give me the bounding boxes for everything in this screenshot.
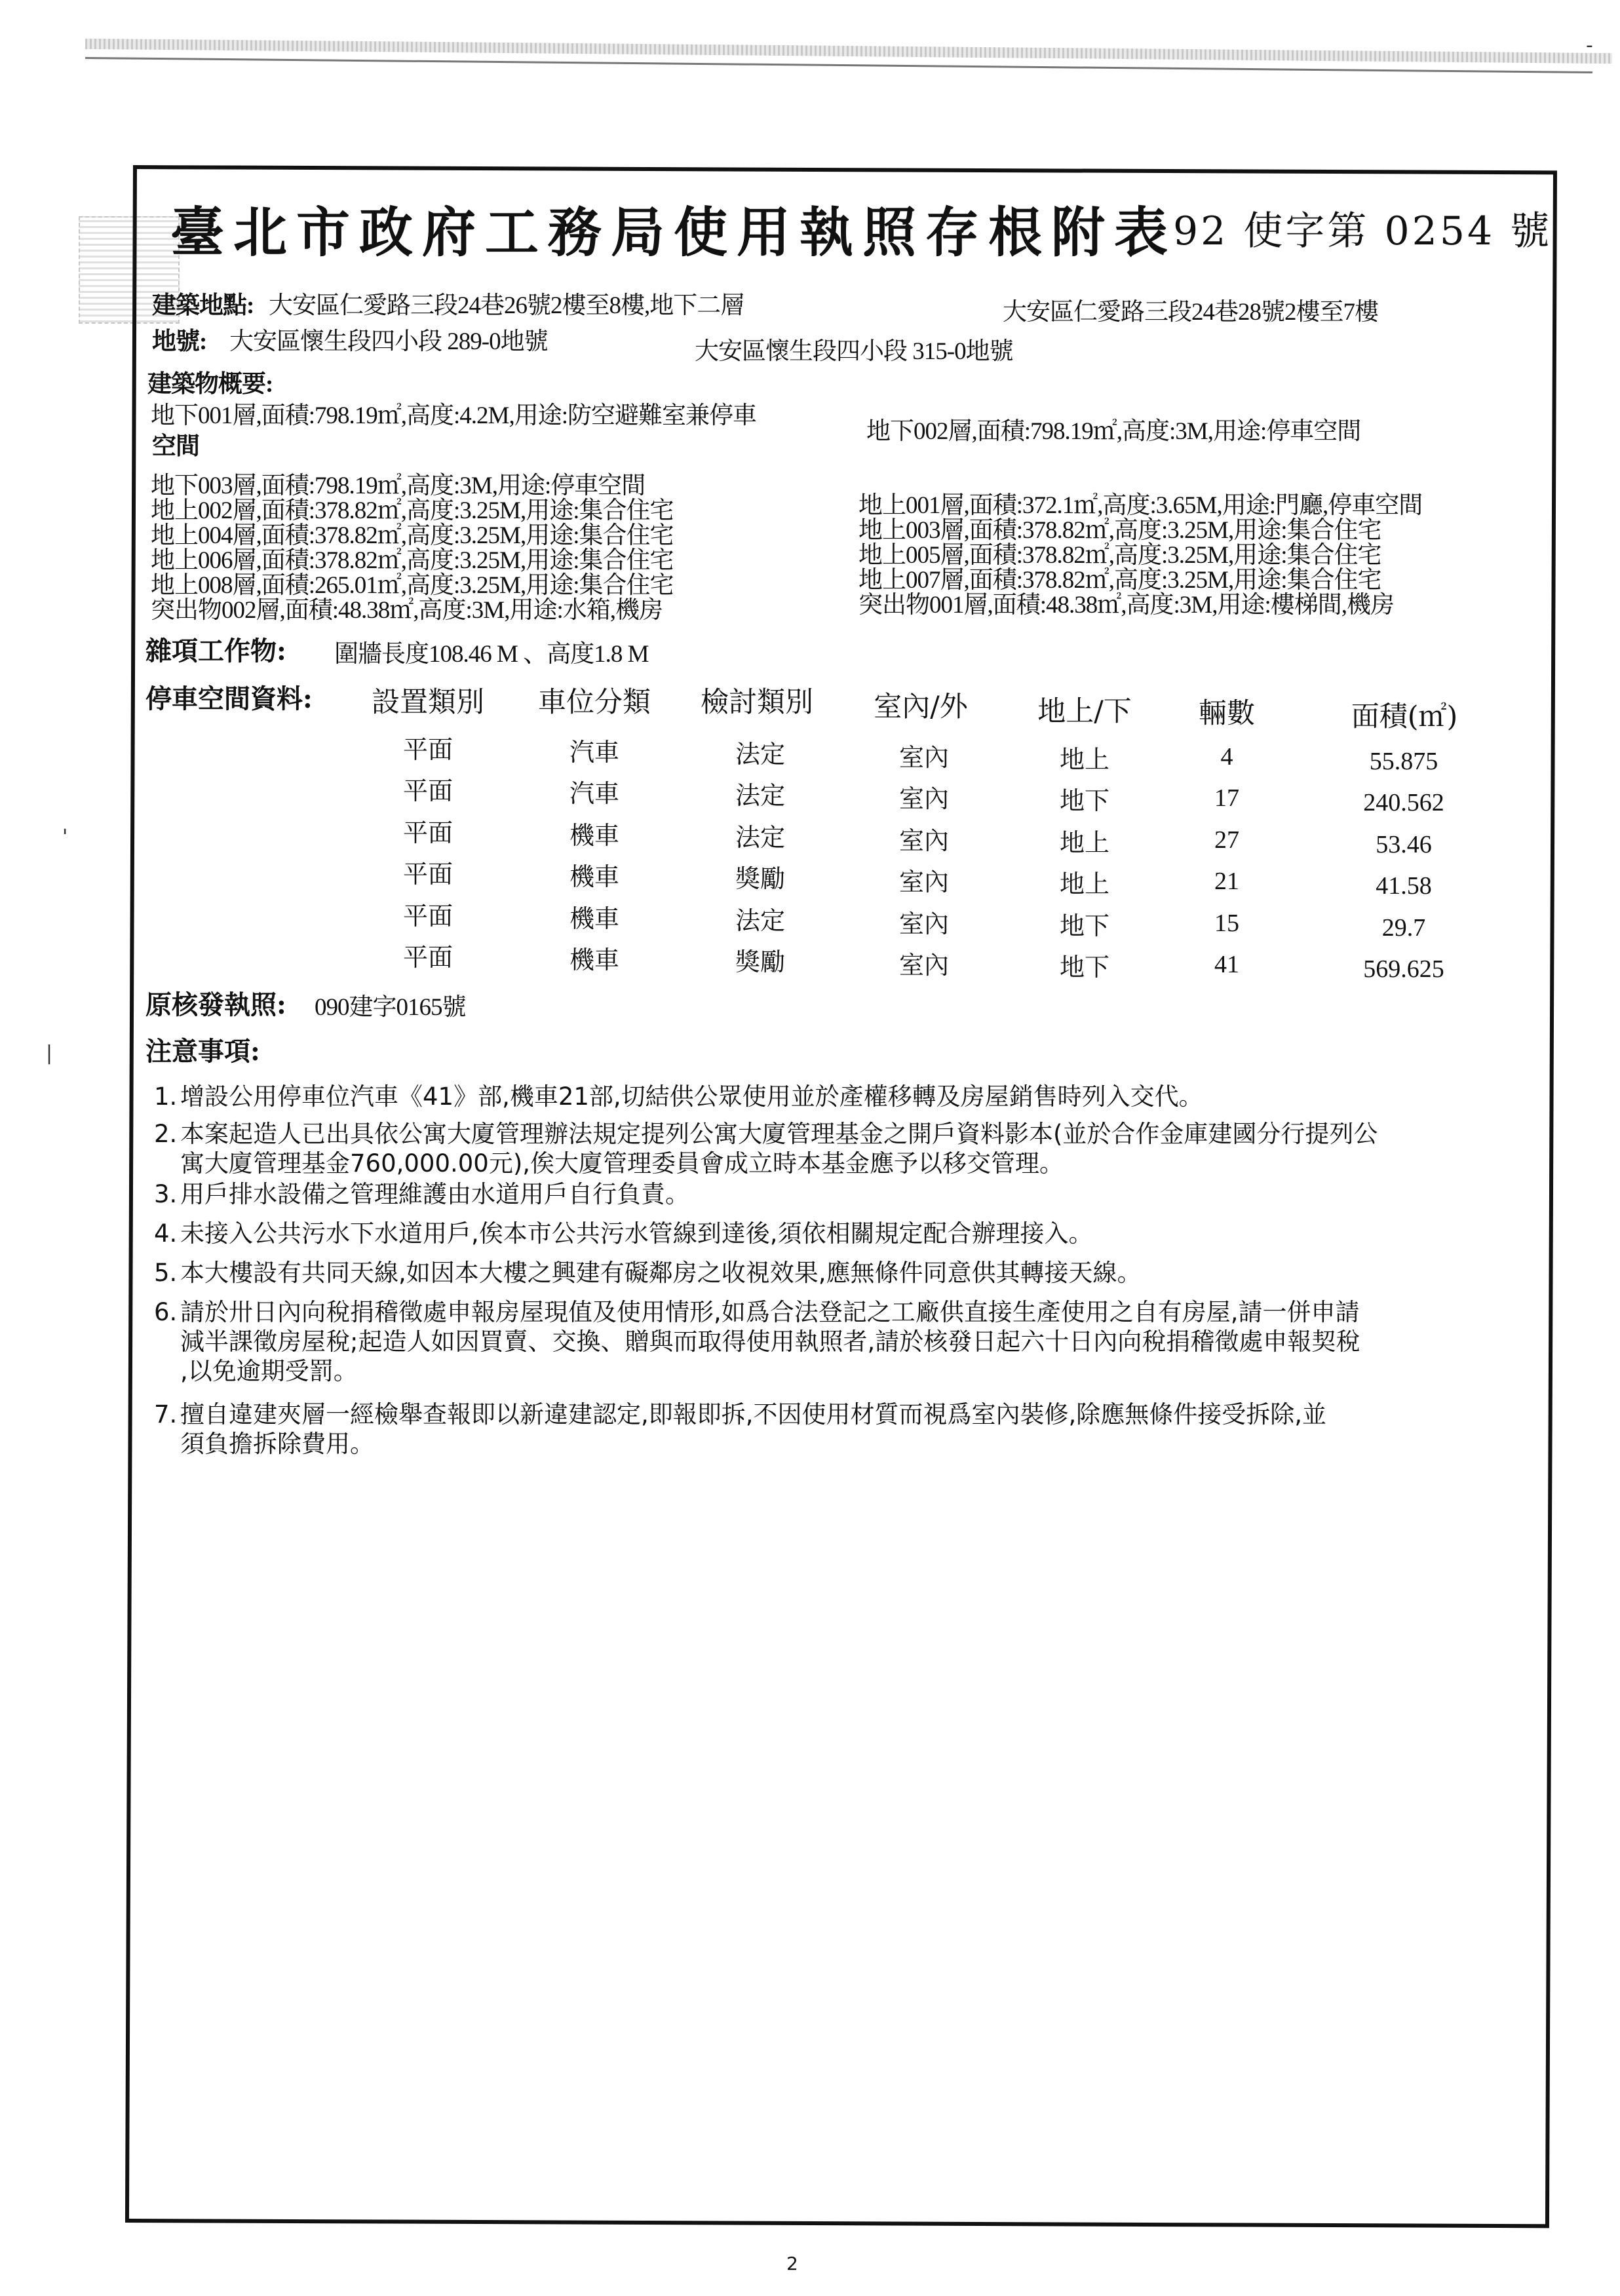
parking-col-header: 輛數 <box>1199 697 1255 730</box>
parking-cell: 平面 <box>402 861 453 889</box>
parking-cell: 獎勵 <box>735 949 785 976</box>
misc-works-value: 圍牆長度108.46 M 、高度1.8 M <box>334 641 649 668</box>
overview-label: 建築物概要: <box>147 371 273 398</box>
parking-cell: 汽車 <box>569 780 619 808</box>
parking-cell: 室內 <box>898 952 949 980</box>
note-text: 擅自違建夾層一經檢舉查報即以新違建認定,即報即拆,不因使用材質而視爲室內裝修,除應無條件接受拆除,並 <box>180 1400 1327 1428</box>
note-text-cont: 寓大廈管理基金760,000.00元),俟大廈管理委員會成立時本基金應予以移交管理。 <box>180 1149 1064 1177</box>
note-item <box>154 1253 1142 1288</box>
document-title: 臺北市政府工務局使用執照存根附表 <box>170 201 1178 264</box>
note-number: 6. <box>154 1298 178 1326</box>
parking-cell: 地下 <box>1059 954 1109 982</box>
parking-cell: 240.562 <box>1363 789 1444 816</box>
note-number: 5. <box>154 1259 178 1287</box>
parking-cell: 獎勵 <box>735 866 785 893</box>
parking-cell: 法定 <box>735 824 785 852</box>
parking-cell: 地下 <box>1059 913 1109 940</box>
overview-right-row: 地上005層,面積:378.82㎡,高度:3.25M,用途:集合住宅 <box>858 542 1381 569</box>
overview-right-row: 地上001層,面積:372.1㎡,高度:3.65M,用途:門廳,停車空間 <box>858 492 1423 519</box>
note-number: 7. <box>154 1400 178 1428</box>
scan-mark: - <box>1586 34 1593 57</box>
parking-cell: 平面 <box>402 820 453 847</box>
parking-cell: 15 <box>1214 909 1239 937</box>
parking-cell: 27 <box>1214 826 1239 854</box>
parking-cell: 41 <box>1214 951 1239 978</box>
parking-cell: 29.7 <box>1381 914 1426 942</box>
parking-cell: 17 <box>1214 784 1239 812</box>
parking-col-header: 面積(㎡) <box>1351 700 1458 733</box>
parking-cell: 機車 <box>569 822 619 850</box>
parking-cell: 4 <box>1220 743 1233 771</box>
misc-works-label: 雜項工作物: <box>145 636 286 666</box>
parking-cell: 法定 <box>735 741 785 769</box>
land-lot-1: 大安區懷生段四小段 289-0地號 <box>229 328 548 355</box>
parking-cell: 機車 <box>569 864 619 891</box>
parking-cell: 53.46 <box>1376 831 1432 858</box>
parking-cell: 平面 <box>402 737 453 764</box>
parking-cell: 室內 <box>898 786 949 813</box>
overview-right-row: 地上003層,面積:378.82㎡,高度:3.25M,用途:集合住宅 <box>858 517 1381 544</box>
parking-col-header: 室內/外 <box>874 691 968 723</box>
parking-cell: 機車 <box>569 947 619 974</box>
overview-left-row: 地上002層,面積:378.82㎡,高度:3.25M,用途:集合住宅 <box>151 497 674 524</box>
parking-cell: 平面 <box>402 944 453 972</box>
location-address-2: 大安區仁愛路三段24巷28號2樓至7樓 <box>1003 299 1378 326</box>
note-text: 增設公用停車位汽車《41》部,機車21部,切結供公眾使用並於產權移轉及房屋銷售時列入交代。 <box>180 1082 1203 1111</box>
note-number: 3. <box>154 1180 178 1208</box>
parking-cell: 地上 <box>1059 746 1109 774</box>
note-text-cont: 須負擔拆除費用。 <box>180 1430 374 1458</box>
note-item <box>154 1077 1203 1112</box>
scan-mark: | <box>46 1042 53 1065</box>
parking-col-header: 檢討類別 <box>701 686 813 719</box>
parking-col-header: 地上/下 <box>1037 695 1132 728</box>
parking-cell: 汽車 <box>569 739 619 767</box>
overview-right-row: 地上007層,面積:378.82㎡,高度:3.25M,用途:集合住宅 <box>858 567 1381 594</box>
parking-cell: 機車 <box>569 906 619 933</box>
original-permit-value: 090建字0165號 <box>315 994 466 1021</box>
parking-cell: 41.58 <box>1376 872 1432 900</box>
overview-left-row: 地上004層,面積:378.82㎡,高度:3.25M,用途:集合住宅 <box>151 522 674 549</box>
location-address-1: 大安區仁愛路三段24巷26號2樓至8樓,地下二層 <box>269 292 744 319</box>
parking-col-header: 車位分類 <box>538 686 651 719</box>
note-text: 本大樓設有共同天線,如因本大樓之興建有礙鄰房之收視效果,應無條件同意供其轉接天線。 <box>180 1259 1142 1287</box>
parking-cell: 地下 <box>1059 788 1109 815</box>
scan-mark: ' <box>62 826 68 849</box>
parking-cell: 室內 <box>898 744 949 772</box>
parking-cell: 室內 <box>898 828 949 855</box>
land-lot-2: 大安區懷生段四小段 315-0地號 <box>695 338 1013 365</box>
note-text-cont: 減半課徵房屋稅;起造人如因買賣、交換、贈與而取得使用執照者,請於核發日起六十日內向稅捐稽徵處申報契稅 <box>180 1328 1360 1356</box>
parking-col-header: 設置類別 <box>372 686 484 719</box>
note-text: 用戶排水設備之管理維護由水道用戶自行負責。 <box>180 1180 689 1208</box>
overview-line-1-cont: 空間 <box>152 433 199 460</box>
overview-left-row: 地上008層,面積:265.01㎡,高度:3.25M,用途:集合住宅 <box>151 572 674 599</box>
note-number: 1. <box>154 1082 178 1111</box>
note-text: 未接入公共污水下水道用戶,俟本市公共污水管線到達後,須依相關規定配合辦理接入。 <box>180 1219 1093 1248</box>
parking-cell: 地上 <box>1059 871 1109 898</box>
permit-number: 92 使字第 0254 號 <box>1173 208 1552 254</box>
parking-cell: 地上 <box>1059 830 1109 857</box>
overview-line-1-left: 地下001層,面積:798.19㎡,高度:4.2M,用途:防空避難室兼停車 <box>151 402 756 429</box>
overview-left-row: 突出物002層,面積:48.38㎡,高度:3M,用途:水箱,機房 <box>151 597 663 624</box>
parking-cell: 平面 <box>402 903 453 930</box>
parking-cell: 法定 <box>735 908 785 935</box>
overview-left-row: 地上006層,面積:378.82㎡,高度:3.25M,用途:集合住宅 <box>151 547 674 574</box>
parking-cell: 法定 <box>735 782 785 810</box>
overview-left-row: 地下003層,面積:798.19㎡,高度:3M,用途:停車空間 <box>151 472 646 499</box>
note-item <box>154 1174 689 1210</box>
note-text-cont: ,以免逾期受罰。 <box>180 1357 358 1385</box>
location-label: 建築地點: <box>152 292 254 319</box>
original-permit-label: 原核發執照: <box>145 989 286 1020</box>
parking-cell: 21 <box>1214 868 1239 895</box>
overview-right-row: 突出物001層,面積:48.38㎡,高度:3M,用途:樓梯間,機房 <box>858 592 1394 619</box>
note-number: 4. <box>154 1219 178 1248</box>
page-number: 2 <box>786 2253 798 2274</box>
parking-cell: 55.875 <box>1369 748 1438 775</box>
note-item <box>154 1214 1093 1249</box>
parking-cell: 569.625 <box>1363 955 1444 983</box>
note-text: 本案起造人已出具依公寓大廈管理辦法規定提列公寓大廈管理基金之開戶資料影本(並於合作金庫建國分行提列公 <box>180 1120 1378 1148</box>
note-text: 請於卅日內向稅捐稽徵處申報房屋現值及使用情形,如爲合法登記之工廠供直接生產使用之自有房屋,請一併申請 <box>180 1298 1360 1326</box>
land-label: 地號: <box>152 328 207 355</box>
notes-label: 注意事項: <box>145 1036 260 1067</box>
parking-cell: 平面 <box>402 778 453 805</box>
parking-cell: 室內 <box>898 869 949 896</box>
overview-line-1-right: 地下002層,面積:798.19㎡,高度:3M,用途:停車空間 <box>866 418 1361 445</box>
parking-label: 停車空間資料: <box>145 683 313 714</box>
parking-cell: 室內 <box>898 911 949 938</box>
note-number: 2. <box>154 1120 178 1148</box>
